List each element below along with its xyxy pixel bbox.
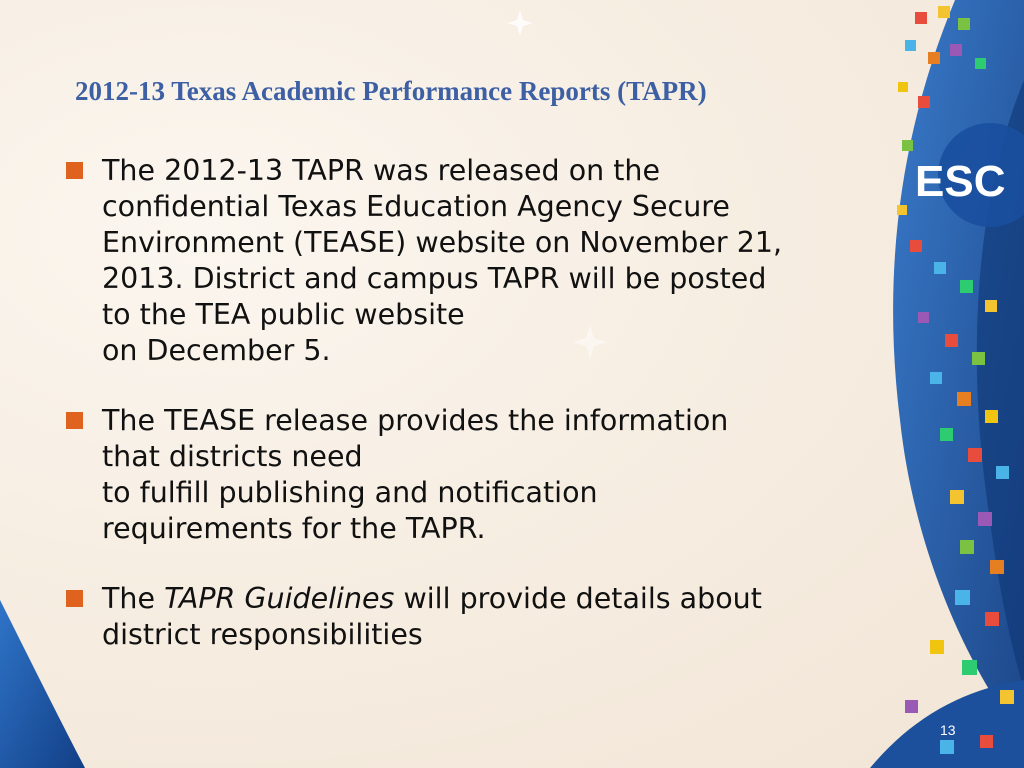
bullet-line: Environment (TEASE) website on November 21, [102, 226, 783, 259]
bullet-marker-icon [66, 590, 83, 607]
bullet-marker-icon [66, 162, 83, 179]
bullet-line: to fulfill publishing and notification [102, 476, 598, 509]
page-number: 13 [940, 722, 956, 738]
bullet-line: that districts need [102, 440, 363, 473]
bullet-line: The TEASE release provides the information [102, 404, 729, 437]
slide-title: 2012-13 Texas Academic Performance Reports (TAPR) [75, 76, 707, 106]
bullet-line: requirements for the TAPR. [102, 512, 486, 545]
logo-text: ESC [915, 157, 1006, 206]
bullet-line: district responsibilities [102, 618, 423, 651]
bullet-list [66, 153, 866, 687]
text-run: will provide details about [394, 582, 762, 615]
bullet-item [66, 403, 866, 547]
text-run: The [102, 582, 165, 615]
bullet-marker-icon [66, 412, 83, 429]
bullet-line: to the TEA public website [102, 298, 465, 331]
bullet-line [102, 581, 866, 617]
bullet-item [66, 581, 866, 653]
bullet-line: 2013. District and campus TAPR will be posted [102, 262, 767, 295]
bullet-line: The 2012-13 TAPR was released on the [102, 154, 661, 187]
tapr-guidelines-emphasis: TAPR Guidelines [164, 582, 395, 615]
bullet-line: on December 5. [102, 334, 331, 367]
bullet-line: confidential Texas Education Agency Secure [102, 190, 730, 223]
bullet-item [66, 153, 866, 369]
